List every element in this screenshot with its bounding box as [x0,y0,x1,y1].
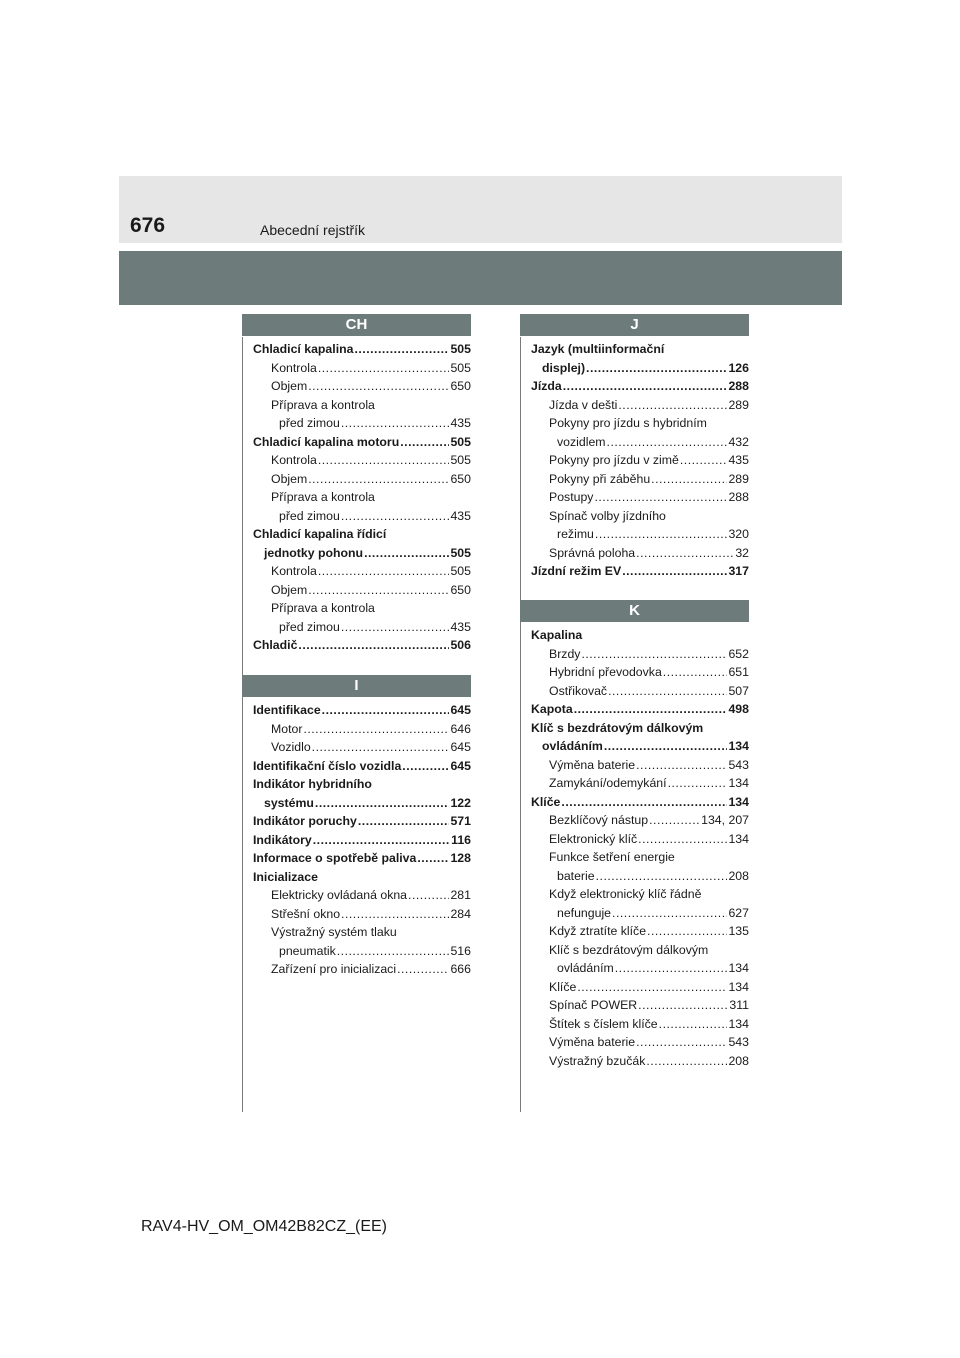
index-entry [520,756,749,775]
entry-page: 498 [728,702,749,716]
index-entry [520,645,749,664]
entry-term: Kontrola [271,360,317,375]
entry-term: Když elektronický klíč řádně [549,887,702,901]
dot-leader [638,830,727,849]
entry-term: Jízdní režim EV [531,564,622,578]
entry-term: Spínač POWER [549,998,638,1012]
entry-page: 435 [450,416,471,430]
index-entry [520,682,749,701]
dot-leader [680,451,728,470]
entry-page: 116 [451,832,471,847]
index-entry [242,433,471,452]
dot-leader [594,488,727,507]
entry-page: 645 [450,740,471,754]
entry-page: 646 [450,721,471,736]
index-entry [520,811,749,830]
dot-leader [308,581,449,600]
index-entry [520,737,749,756]
entry-term: Objem [271,379,308,393]
entry-term: displej) [542,360,586,375]
dot-leader [318,562,450,581]
entry-term: Informace o spotřebě paliva [253,851,417,865]
index-entry [520,359,749,378]
dot-leader [341,507,450,526]
entry-page: 506 [450,638,471,652]
entry-term: Kapota [531,702,573,716]
entry-term: Funkce šetření energie [549,850,675,864]
index-entry [242,340,471,359]
index-entry [520,396,749,415]
index-entry [520,922,749,941]
entry-page: 128 [450,851,471,865]
entry-page: 650 [450,582,471,597]
entry-term: nefunguje [557,905,612,920]
dot-leader [341,414,450,433]
dot-leader [574,700,728,719]
entry-term: Jazyk (multiinformační [531,342,665,356]
entry-page: 311 [729,998,749,1012]
entry-page: 435 [728,453,749,467]
section-heading: K [520,600,749,622]
entry-term: Zamykání/odemykání [549,776,667,790]
index-entry [242,525,471,544]
section-ch [242,314,471,655]
dot-leader [604,737,728,756]
entry-page: 317 [728,564,749,578]
entry-term: Kapalina [531,628,583,642]
index-entry [242,359,471,378]
index-entries [242,701,471,979]
entry-term: Výstražný systém tlaku [271,925,397,939]
dot-leader [315,794,450,813]
index-entries [242,340,471,655]
entry-term: Výstražný bzučák [549,1053,646,1068]
section-heading: J [520,314,749,336]
entry-page: 543 [728,757,749,772]
entry-term: Pokyny pro jízdu s hybridním [549,416,707,430]
header-dark-band [119,251,842,305]
index-entry [520,904,749,923]
entry-term: Chladicí kapalina [253,342,354,356]
index-entry [242,775,471,794]
index-entry [242,720,471,739]
entry-term: Když ztratíte klíče [549,924,647,938]
dot-leader [298,636,449,655]
dot-leader [607,433,728,452]
entry-term: Elektronický klíč [549,831,638,846]
index-entry [242,414,471,433]
entry-page: 505 [450,564,471,578]
entry-page: 435 [450,619,471,634]
index-entry [242,507,471,526]
entry-term: Pokyny pro jízdu v zimě [549,453,679,467]
entry-page: 435 [450,508,471,523]
page-title: Abecední rejstřík [260,222,366,238]
dot-leader [612,904,727,923]
index-entry [520,433,749,452]
entry-term: Motor [271,721,303,736]
entry-term: Inicializace [253,869,318,884]
dot-leader [312,738,450,757]
dot-leader [318,359,450,378]
entry-page: 650 [450,379,471,393]
dot-leader [561,793,727,812]
index-entry [242,488,471,507]
index-entry [242,905,471,924]
index-entries [520,340,749,581]
entry-term: režimu [557,527,594,541]
entry-page: 134 [728,979,749,994]
entry-term: ovládáním [542,739,603,753]
entry-term: Příprava a kontrola [271,601,375,615]
entry-page: 505 [450,360,471,375]
dot-leader [581,645,727,664]
entry-page: 288 [728,379,749,393]
dot-leader [668,774,728,793]
dot-leader [651,470,727,489]
dot-leader [354,340,449,359]
dot-leader [397,960,449,979]
index-entry [242,757,471,776]
entry-page: 289 [728,397,749,412]
entry-page: 284 [450,906,471,921]
entry-page: 134 [728,794,749,809]
entry-page: 134, 207 [701,813,749,827]
section-heading: I [242,675,471,697]
entry-term: před zimou [279,619,340,634]
dot-leader [303,720,449,739]
dot-leader [615,959,728,978]
section-j [520,314,749,581]
entry-term: Střešní okno [271,906,341,921]
entry-page: 134 [728,776,749,790]
entry-page: 516 [450,943,471,958]
index-entry [520,959,749,978]
index-entry [242,960,471,979]
entry-page: 208 [728,1053,749,1068]
entry-page: 134 [728,1016,749,1031]
index-entry [520,562,749,581]
index-entry [242,396,471,415]
entry-term: Kontrola [271,453,317,467]
dot-leader [308,470,449,489]
dot-leader [308,377,449,396]
index-entry [242,470,471,489]
index-entry [520,867,749,886]
entry-term: Identifikace [253,703,321,717]
index-entry [242,738,471,757]
entry-page: 507 [728,683,749,698]
entry-term: Výměna baterie [549,1035,636,1049]
index-entry [520,451,749,470]
index-entry [242,886,471,905]
entry-term: vozidlem [557,434,606,449]
entry-page: 645 [450,703,471,717]
entry-term: před zimou [279,508,340,523]
dot-leader [402,757,449,776]
entry-term: Brzdy [549,646,581,661]
index-entry [520,525,749,544]
dot-leader [663,663,728,682]
document-code: RAV4-HV_OM_OM42B82CZ_(EE) [141,1218,387,1235]
entry-term: Hybridní převodovka [549,665,662,679]
entry-term: Objem [271,471,308,486]
index-entry [520,377,749,396]
dot-leader [322,701,450,720]
index-entry [520,978,749,997]
entry-page: 289 [728,471,749,486]
index-entry [242,599,471,618]
dot-leader [358,812,450,831]
section-heading: CH [242,314,471,336]
index-entry [520,719,749,738]
section-k [520,600,749,1070]
entry-term: Štítek s číslem klíče [549,1016,658,1031]
dot-leader [618,396,727,415]
index-entry [242,581,471,600]
index-entry [242,812,471,831]
index-entry [520,1052,749,1071]
index-entry [242,868,471,887]
entry-term: ovládáním [557,961,614,975]
dot-leader [313,831,450,850]
entry-term: Kontrola [271,564,317,578]
entry-term: Chladicí kapalina motoru [253,434,400,449]
dot-leader [608,682,727,701]
entry-term: Chladicí kapalina řídicí [253,527,387,541]
dot-leader [417,849,449,868]
dot-leader [400,433,449,452]
dot-leader [337,942,450,961]
entry-term: jednotky pohonu [264,545,364,560]
entry-page: 627 [728,905,749,920]
entry-term: před zimou [279,416,340,430]
entry-page: 32 [735,545,749,560]
entry-term: Klíče [549,979,577,994]
left-column [242,314,471,976]
entry-page: 320 [728,527,749,541]
entry-term: Jízda [531,379,562,393]
index-entry [520,544,749,563]
entry-term: Spínač volby jízdního [549,508,666,523]
index-entry [520,488,749,507]
entry-term: Klíč s bezdrátovým dálkovým [549,942,709,957]
entry-page: 126 [728,360,749,375]
index-entry [242,636,471,655]
entry-term: Klíče [531,794,561,809]
header-band [119,176,842,243]
entry-term: Správná poloha [549,545,636,560]
entry-term: Indikátor poruchy [253,814,357,828]
entry-term: Příprava a kontrola [271,397,375,412]
index-entry [520,470,749,489]
dot-leader [596,867,728,886]
dot-leader [563,377,728,396]
entry-page: 208 [728,868,749,883]
entry-term: Klíč s bezdrátovým dálkovým [531,720,704,735]
entry-term: systému [264,795,314,810]
index-entry [242,451,471,470]
entry-page: 651 [728,665,749,679]
entry-term: Indikátory [253,832,312,847]
entry-page: 134 [728,831,749,846]
dot-leader [341,905,449,924]
index-entry [242,377,471,396]
dot-leader [341,618,450,637]
index-entry [520,1015,749,1034]
index-entry [520,507,749,526]
dot-leader [577,978,727,997]
index-entry [520,774,749,793]
dot-leader [646,1052,727,1071]
entry-term: pneumatik [279,943,336,958]
index-entry [520,700,749,719]
entry-page: 134 [728,961,749,975]
dot-leader [364,544,449,563]
index-entry [242,618,471,637]
dot-leader [638,996,728,1015]
index-entry [242,831,471,850]
index-entry [242,849,471,868]
index-entry [520,848,749,867]
entry-page: 645 [450,758,471,773]
entry-page: 571 [450,814,471,828]
dot-leader [586,359,727,378]
entry-page: 505 [450,453,471,467]
entry-page: 505 [450,545,471,560]
entry-page: 135 [728,924,749,938]
entry-term: Elektricky ovládaná okna [271,888,408,902]
entry-page: 650 [450,471,471,486]
entry-page: 432 [728,434,749,449]
entry-term: Zařízení pro inicializaci [271,962,397,976]
entry-page: 652 [728,646,749,661]
index-entry [520,830,749,849]
dot-leader [622,562,727,581]
index-entry [242,794,471,813]
index-entry [242,923,471,942]
index-entry [520,885,749,904]
entry-term: Příprava a kontrola [271,490,375,504]
entry-page: 505 [450,434,471,449]
index-entry [520,1033,749,1052]
section-i [242,675,471,979]
dot-leader [649,811,700,830]
index-entry [242,544,471,563]
index-entry [520,663,749,682]
entry-term: Výměna baterie [549,757,636,772]
index-entry [242,562,471,581]
entry-term: Vozidlo [271,740,311,754]
entry-term: Jízda v dešti [549,397,618,412]
dot-leader [408,886,449,905]
entry-page: 288 [728,490,749,504]
entry-page: 134 [728,739,749,753]
index-entry [520,626,749,645]
dot-leader [659,1015,728,1034]
index-entry [242,701,471,720]
entry-page: 281 [450,888,471,902]
entry-term: Indikátor hybridního [253,777,372,791]
entry-term: Ostřikovač [549,683,608,698]
entry-page: 543 [728,1035,749,1049]
entry-term: Objem [271,582,308,597]
entry-page: 122 [450,795,471,810]
entry-term: Bezklíčový nástup [549,813,649,827]
entry-term: Chladič [253,638,298,652]
page-number: 676 [130,214,166,237]
dot-leader [636,544,734,563]
dot-leader [647,922,727,941]
dot-leader [636,1033,727,1052]
entry-term: Pokyny při záběhu [549,471,651,486]
index-entry [520,793,749,812]
index-entry [520,340,749,359]
entry-term: baterie [557,868,595,883]
index-entry [520,941,749,960]
index-entry [520,414,749,433]
dot-leader [636,756,727,775]
dot-leader [318,451,450,470]
index-entry [520,996,749,1015]
entry-page: 505 [450,342,471,356]
right-column [520,314,749,1068]
index-entry [242,942,471,961]
index-entries [520,626,749,1070]
entry-page: 666 [450,962,471,976]
entry-term: Identifikační číslo vozidla [253,758,402,773]
entry-term: Postupy [549,490,594,504]
dot-leader [595,525,728,544]
